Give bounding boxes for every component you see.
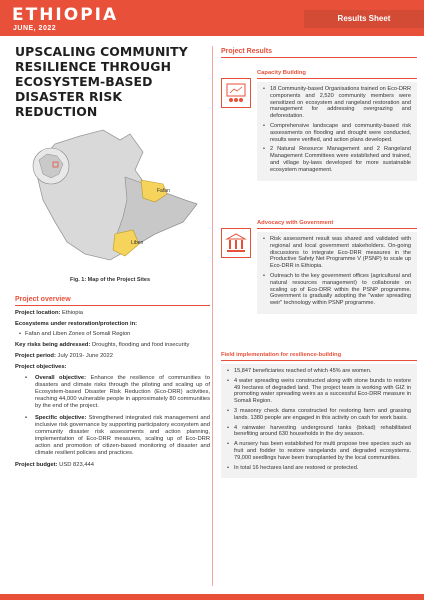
period-row: [15, 353, 210, 360]
location-value: Ethiopia: [62, 310, 83, 316]
results-heading: Project Results: [221, 48, 417, 58]
budget-label: Project budget:: [15, 462, 58, 468]
specific-objective: [15, 415, 210, 457]
training-icon: [221, 78, 251, 108]
project-overview: [15, 296, 210, 473]
field-implementation-list: [221, 364, 417, 478]
list-item: • 3 masonry check dams constructed for restoring farm and grassing lands. 1380 people are engaged in this activity on cash for work basis.: [227, 408, 411, 422]
ecosystems-row: [15, 321, 210, 338]
list-item: • 2 Natural Resource Management and 2 Rangeland Management Committees were established and trained, and village by-laws developed for more sustainable ecosystem management.: [263, 146, 411, 173]
overview-heading: Project overview: [15, 296, 210, 306]
overall-objective: [15, 375, 210, 410]
advocacy-icon: [221, 228, 251, 258]
list-item: • 18 Community-based Organisations trained on Eco-DRR components and 2,520 community members were sensitized on ecosystem and rangeland restoration and management for addressing overgrazing and deforestation.: [263, 86, 411, 120]
ecosystems-value: • Fafan and Liben Zones of Somali Region: [15, 331, 210, 338]
fafan-label: Fafan: [157, 188, 170, 194]
project-sites-map: [15, 122, 210, 270]
objectives-label: Project objectives:: [15, 364, 67, 370]
period-value: July 2019- June 2022: [57, 353, 113, 359]
list-item: • A nursery has been established for multi propose tree species such as fruit and fodder to restore rangelands and degraded ecosystems. 79,000 seedlings have been transplanted by the local communities.: [227, 441, 411, 461]
liben-label: Liben: [131, 240, 144, 246]
advocacy-heading: Advocacy with Government: [257, 220, 417, 229]
specific-objective-label: Specific objective:: [35, 415, 87, 421]
map-caption: Fig. 1: Map of the Project Sites: [69, 277, 151, 283]
capacity-building-list: [257, 82, 417, 181]
risks-value: Droughts, flooding and food insecurity: [92, 342, 190, 348]
specific-objective-text: Strengthened integrated risk management and inclusive risk governance by supporting participatory ecosystem and community disaster risk assessments and action planning, implementation of Eco-DRR measures, scaling up of Eco-DRR action and promotion of citizen-based monitoring of disaster and climate resilient policies and practices.: [35, 415, 210, 456]
list-item: • 15,847 beneficiaries reached of which 45% are women.: [227, 368, 411, 375]
location-label: Project location:: [15, 310, 61, 316]
list-item: • Risk assessment result was shared and validated with regional and local government stakeholders. On-going discussions to integrate Eco-DRR measures in the Productive Safety Net Programme V (PSNP) to scale up Eco-DRR in Ethiopia.: [263, 236, 411, 270]
risks-row: [15, 342, 210, 349]
list-item: • 4 water spreading weirs constructed along with stone bunds to restore 49 hectares of degraded land. The project team is working with GIZ in promoting water spreading weirs as a successful Eco-DRR measure in Somali Region.: [227, 378, 411, 405]
column-divider: [212, 46, 213, 586]
inset-globe: [33, 148, 69, 184]
list-item: • In total 16 hectares land are restored or protected.: [227, 465, 411, 472]
risks-label: Key risks being addressed:: [15, 342, 91, 348]
header-bar: [0, 0, 424, 36]
budget-value: USD 823,444: [59, 462, 94, 468]
advocacy-list: [257, 232, 417, 314]
capacity-building-heading: Capacity Building: [257, 70, 417, 79]
list-item: • Comprehensive landscape and community-based risk assessments on flooding and drought were conducted, results were verified, and action plans developed.: [263, 123, 411, 143]
budget-row: [15, 462, 210, 469]
results-sheet-badge: Results Sheet: [304, 10, 424, 28]
field-implementation-card: [221, 352, 417, 478]
project-location-row: [15, 310, 210, 317]
sheet-date: JUNE, 2022: [13, 25, 57, 32]
list-item: • 4 rainwater harvesting underground tanks (birkad) rehabilitated benefiting around 630 households in the dry season.: [227, 425, 411, 439]
advocacy-card: [221, 220, 417, 340]
ecosystems-label: Ecosystems under restoration/protection in:: [15, 321, 138, 327]
field-implementation-heading: Field implementation for resilience-building: [221, 352, 417, 361]
capacity-building-card: [221, 70, 417, 220]
page-title: UPSCALING COMMUNITY RESILIENCE THROUGH ECOSYSTEM-BASED DISASTER RISK REDUCTION: [15, 44, 188, 119]
period-label: Project period:: [15, 353, 56, 359]
list-item: • Outreach to the key government offices (agricultural and natural resources management) to collaborate on scaling up of Eco-DRR within the PSNP programme. Government is gradually adopting the "water spreading weir" technology within PSNP programme.: [263, 273, 411, 307]
overall-objective-label: Overall objective:: [35, 375, 87, 381]
country-title: ETHIOPIA: [12, 5, 119, 25]
overall-objective-text: Enhance the resilience of communities to disasters and climate risks through the piloting and scaling up of Ecosystem-based Disaster Risk Reduction (Eco-DRR) activities, reaching 44,000 vulnerable people in approximately 80 communities by the end of the project.: [35, 375, 210, 409]
footer-bar: [0, 594, 424, 600]
